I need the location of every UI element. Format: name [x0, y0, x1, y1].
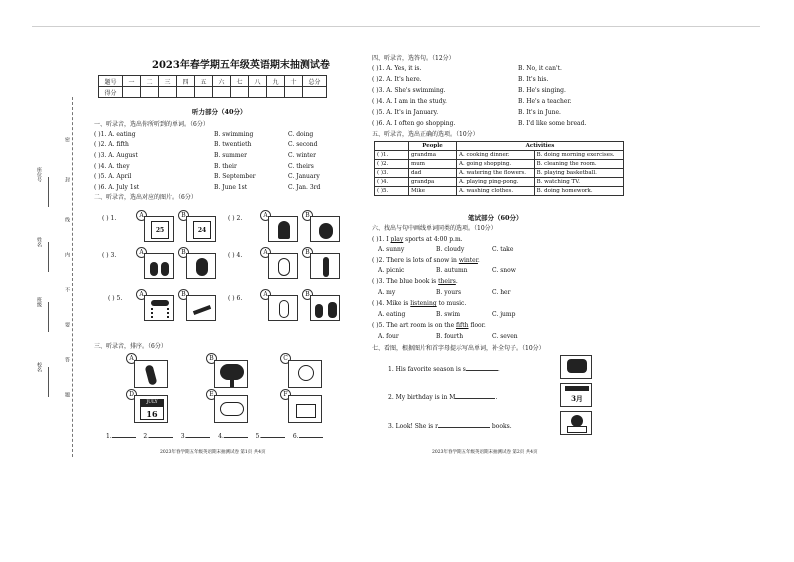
- choice-a-label: A: [136, 247, 147, 258]
- seal-char: 要: [64, 322, 70, 327]
- score-header: 总分: [303, 76, 327, 87]
- s1-option: C. January: [288, 173, 320, 180]
- sign-picture[interactable]: [288, 360, 322, 388]
- margin-school-label: 校名: [36, 362, 42, 372]
- seal-char: 线: [64, 217, 70, 222]
- score-cell[interactable]: [141, 87, 159, 98]
- s4-item: ( )5. A. It's in January.: [372, 109, 439, 116]
- dancer-picture[interactable]: [310, 253, 340, 279]
- picture-b-label: B: [206, 353, 217, 364]
- table-row: [375, 151, 624, 160]
- score-header: 十: [285, 76, 303, 87]
- house-picture[interactable]: [288, 395, 322, 423]
- score-header: 七: [231, 76, 249, 87]
- s4-option: B. It's in June.: [518, 109, 561, 116]
- s6-question: ( )1. I play sports at 4:00 p.m.: [372, 236, 463, 243]
- score-header: 九: [267, 76, 285, 87]
- table-row: [375, 169, 624, 178]
- listening-heading: 听力部分（40分）: [192, 108, 247, 116]
- option-a-cell: A. going shopping.: [457, 160, 535, 169]
- calendar-date: 24: [193, 221, 211, 239]
- person-picture[interactable]: [310, 216, 340, 242]
- s2-question: ( ) 6.: [228, 295, 243, 302]
- s1-item: ( )5. A. April: [94, 173, 132, 180]
- s4-option: B. He's singing.: [518, 87, 566, 94]
- exam-title: 2023年春学期五年级英语期末抽测试卷: [152, 60, 330, 71]
- snowman-picture: [560, 355, 592, 379]
- score-cell[interactable]: [303, 87, 327, 98]
- activities-header: Activities: [457, 142, 624, 151]
- s4-item: ( )4. A. I am in the study.: [372, 98, 447, 105]
- section4-heading: 四、听录音，选答句。（12分）: [372, 55, 455, 62]
- score-header: 五: [195, 76, 213, 87]
- score-header: 一: [123, 76, 141, 87]
- seal-char: 内: [64, 252, 70, 257]
- s6-option: A. my: [378, 289, 396, 296]
- choice-b-label: B: [302, 247, 313, 258]
- s6-option: C. seven: [492, 333, 518, 340]
- s4-option: B. He's a teacher.: [518, 98, 572, 105]
- score-header: 三: [159, 76, 177, 87]
- wind-picture[interactable]: [186, 295, 216, 321]
- footer-left: 2023年春学期五年级英语期末抽测试卷 第1页 共4页: [160, 450, 266, 455]
- s1-option: C. theirs: [288, 163, 314, 170]
- seal-char: 不: [64, 287, 70, 292]
- s6-option: B. fourth: [436, 333, 464, 340]
- score-row-label: 得分: [99, 87, 123, 98]
- picture-d-label: D: [126, 389, 137, 400]
- score-header: 八: [249, 76, 267, 87]
- score-header: 二: [141, 76, 159, 87]
- family-picture[interactable]: [310, 295, 340, 321]
- choice-b-label: B: [302, 210, 313, 221]
- s4-item: ( )3. A. She's swimming.: [372, 87, 446, 94]
- calendar-picture[interactable]: [134, 395, 168, 423]
- s1-option: C. second: [288, 141, 318, 148]
- month-label: 3月: [571, 394, 583, 403]
- option-a-cell: A. playing ping-pong.: [457, 178, 535, 187]
- s4-item: ( )1. A. Yes, it is.: [372, 65, 422, 72]
- option-b-cell: B. playing basketball.: [534, 169, 623, 178]
- seal-line: [72, 97, 73, 457]
- s6-question: ( )3. The blue book is theirs.: [372, 278, 458, 285]
- choice-b-label: B: [178, 210, 189, 221]
- section1-heading: 一、听录音，选出你所听到的单词。（6分）: [94, 121, 209, 128]
- table-row: [375, 160, 624, 169]
- picture-a-label: A: [126, 353, 137, 364]
- s6-option: B. swim: [436, 311, 461, 318]
- clouds-picture[interactable]: [214, 395, 248, 423]
- margin-name-label: 姓名: [36, 237, 42, 247]
- calendar-25-picture[interactable]: [144, 216, 174, 242]
- kids-picture[interactable]: [144, 253, 174, 279]
- person-picture[interactable]: [268, 216, 298, 242]
- section7-heading: 七、看图，根据图片和首字母提示写出单词，补全句子。（10分）: [372, 345, 545, 352]
- s7-question-1: 1. His favorite season is s .: [388, 366, 500, 373]
- activities-table: [374, 141, 624, 196]
- s1-option: C. Jan. 3rd: [288, 184, 321, 191]
- section2-heading: 二、听录音，选出对应的图片。（6分）: [94, 194, 197, 201]
- score-cell[interactable]: [159, 87, 177, 98]
- s2-question: ( ) 2.: [228, 215, 243, 222]
- s1-option: C. doing: [288, 131, 314, 138]
- written-heading: 笔试部分（60分）: [468, 214, 523, 222]
- answer-cell[interactable]: ( )1.: [375, 151, 409, 160]
- table-row: [375, 187, 624, 196]
- people-header: People: [409, 142, 457, 151]
- section6-heading: 六、找出与句中画线单词同类的选项。（10分）: [372, 225, 497, 232]
- footer-right: 2023年春学期五年级英语期末抽测试卷 第2页 共4页: [432, 450, 538, 455]
- tree-picture[interactable]: [214, 360, 248, 388]
- s3-answer-row: 1. 2. 3. 4. 5. 6.: [106, 433, 323, 441]
- option-b-cell: B. watching TV.: [534, 178, 623, 187]
- s6-question: ( )2. There is lots of snow in winter.: [372, 257, 480, 264]
- section3-heading: 三、听录音，排序。（6分）: [94, 343, 167, 350]
- margin-class-label: 班级: [36, 297, 42, 307]
- answer-cell[interactable]: ( )2.: [375, 160, 409, 169]
- s6-option: A. eating: [378, 311, 406, 318]
- s2-question: ( ) 3.: [102, 252, 117, 259]
- s4-item: ( )6. A. I often go shopping.: [372, 120, 456, 127]
- s6-option: B. autumn: [436, 267, 468, 274]
- s7-question-3: 3. Look! She is r books.: [388, 423, 512, 430]
- option-b-cell: B. doing homework.: [534, 187, 623, 196]
- s2-question: ( ) 5.: [108, 295, 123, 302]
- s2-question: ( ) 4.: [228, 252, 243, 259]
- s4-option: B. It's his.: [518, 76, 549, 83]
- seal-char: 封: [64, 177, 70, 182]
- score-cell[interactable]: [123, 87, 141, 98]
- girl-picture[interactable]: [268, 253, 298, 279]
- person-cell: Mike: [409, 187, 457, 196]
- score-cell[interactable]: [231, 87, 249, 98]
- answer-cell[interactable]: ( )4.: [375, 178, 409, 187]
- seal-char: 答: [64, 357, 70, 362]
- s6-option: A. four: [378, 333, 399, 340]
- s6-option: C. her: [492, 289, 511, 296]
- option-b-cell: B. doing morning exercises.: [534, 151, 623, 160]
- s1-option: B. twentieth: [214, 141, 252, 148]
- s1-option: C. winter: [288, 152, 316, 159]
- s7-question-2: 2. My birthday is in M .: [388, 394, 498, 401]
- person-cell: dad: [409, 169, 457, 178]
- s6-option: B. cloudy: [436, 246, 465, 253]
- calendar-24-picture[interactable]: [186, 216, 216, 242]
- picture-f-label: F: [280, 389, 291, 400]
- score-header: 题号: [99, 76, 123, 87]
- score-cell[interactable]: [267, 87, 285, 98]
- choice-a-label: A: [260, 210, 271, 221]
- score-table: [98, 75, 327, 98]
- reading-girl-picture: [560, 411, 592, 435]
- s1-option: B. swimming: [214, 131, 254, 138]
- person-cell: mum: [409, 160, 457, 169]
- s6-option: C. jump: [492, 311, 516, 318]
- score-header: 四: [177, 76, 195, 87]
- s6-option: A. picnic: [378, 267, 405, 274]
- kid-picture[interactable]: [186, 253, 216, 279]
- seal-char: 题: [64, 392, 70, 397]
- s1-item: ( )6. A. July 1st: [94, 184, 140, 191]
- option-b-cell: B. cleaning the room.: [534, 160, 623, 169]
- score-cell[interactable]: [213, 87, 231, 98]
- s6-option: C. snow: [492, 267, 516, 274]
- s4-option: B. No, it can't.: [518, 65, 562, 72]
- choice-a-label: A: [260, 247, 271, 258]
- seal-char: 密: [64, 137, 70, 142]
- s6-option: A. sunny: [378, 246, 405, 253]
- s6-question: ( )5. The art room is on the fifth floor.: [372, 322, 486, 329]
- picture-e-label: E: [206, 389, 217, 400]
- s1-option: B. summer: [214, 152, 247, 159]
- s4-option: B. I'd like some bread.: [518, 120, 587, 127]
- runner-picture[interactable]: [134, 360, 168, 388]
- section5-heading: 五、听录音，选出正确的选项。（10分）: [372, 131, 479, 138]
- option-a-cell: A. cooking dinner.: [457, 151, 535, 160]
- s2-question: ( ) 1.: [102, 215, 117, 222]
- s1-option: B. September: [214, 173, 256, 180]
- answer-cell[interactable]: ( )5.: [375, 187, 409, 196]
- score-cell[interactable]: [177, 87, 195, 98]
- option-a-cell: A. watering the flowers.: [457, 169, 535, 178]
- s1-item: ( )4. A. they: [94, 163, 130, 170]
- margin-seat-label: 座位号: [36, 167, 42, 182]
- s4-item: ( )2. A. It's here.: [372, 76, 422, 83]
- s1-option: B. June 1st: [214, 184, 248, 191]
- choice-a-label: A: [136, 289, 147, 300]
- score-header: 六: [213, 76, 231, 87]
- choice-b-label: B: [302, 289, 313, 300]
- choice-b-label: B: [178, 289, 189, 300]
- s1-item: ( )2. A. fifth: [94, 141, 129, 148]
- rain-picture[interactable]: [144, 295, 174, 321]
- score-cell[interactable]: [195, 87, 213, 98]
- answer-cell[interactable]: ( )3.: [375, 169, 409, 178]
- s6-option: B. yours: [436, 289, 462, 296]
- option-a-cell: A. washing clothes.: [457, 187, 535, 196]
- s1-option: B. their: [214, 163, 237, 170]
- calendar-day: 16: [140, 406, 164, 420]
- choice-a-label: A: [260, 289, 271, 300]
- choice-b-label: B: [178, 247, 189, 258]
- picture-c-label: C: [280, 353, 291, 364]
- s6-option: C. take: [492, 246, 514, 253]
- child-picture[interactable]: [268, 295, 298, 321]
- score-cell[interactable]: [285, 87, 303, 98]
- exam-sheet: [32, 26, 760, 470]
- s6-question: ( )4. Mike is listening to music.: [372, 300, 467, 307]
- month-calendar-picture: [560, 383, 592, 407]
- s1-item: ( )3. A. August: [94, 152, 138, 159]
- s1-item: ( )1. A. eating: [94, 131, 136, 138]
- calendar-month: JULY: [140, 399, 164, 406]
- choice-a-label: A: [136, 210, 147, 221]
- person-cell: grandma: [409, 151, 457, 160]
- calendar-date: 25: [151, 221, 169, 239]
- score-cell[interactable]: [249, 87, 267, 98]
- table-row: [375, 178, 624, 187]
- person-cell: grandpa: [409, 178, 457, 187]
